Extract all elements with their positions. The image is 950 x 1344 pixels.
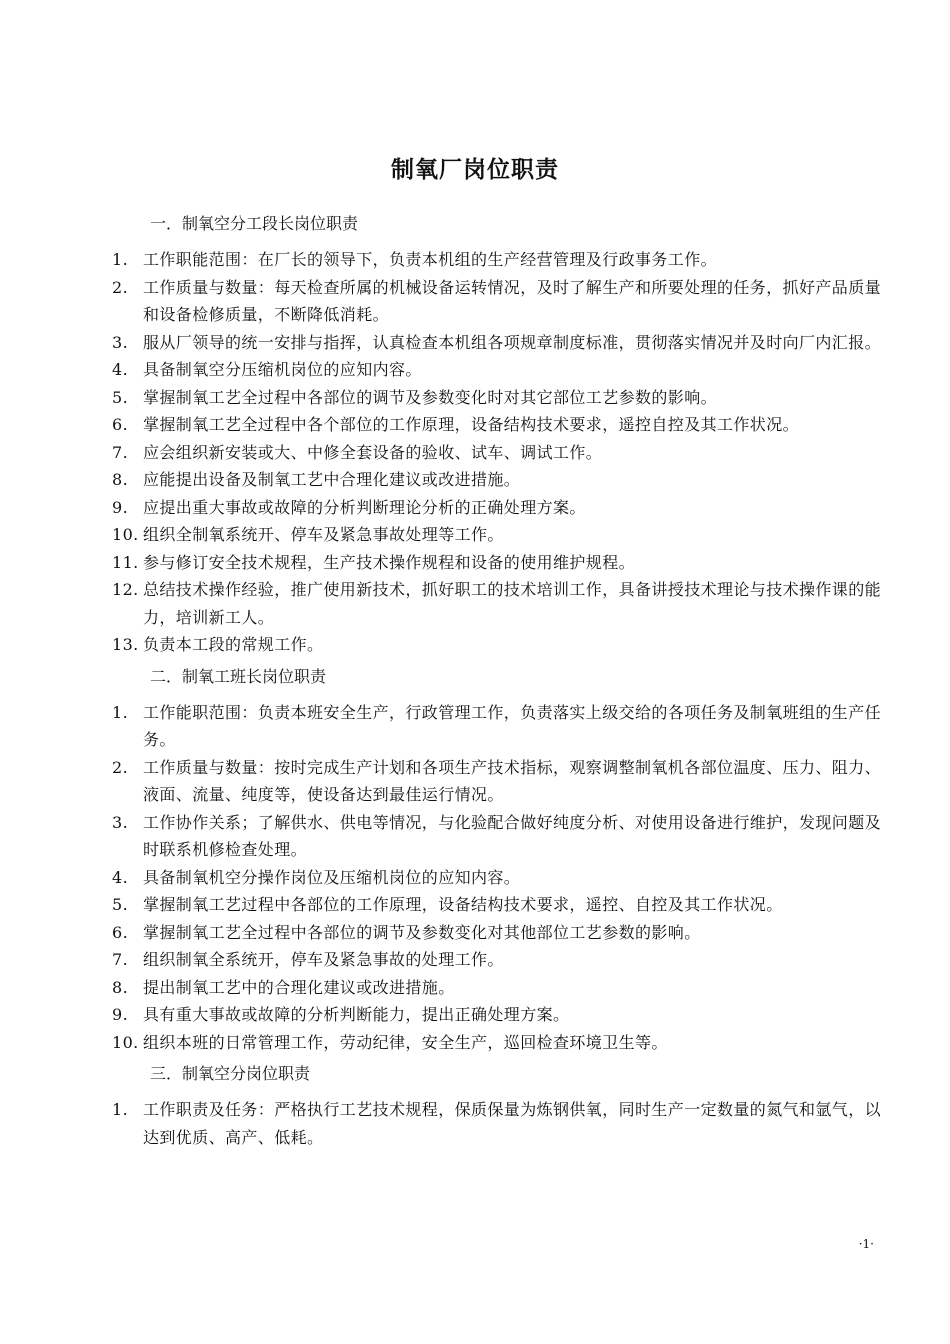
item-number: 7. <box>112 950 129 969</box>
list-item <box>112 1096 892 1151</box>
item-number: 12. <box>112 580 139 599</box>
section-heading: 一．制氧空分工段长岗位职责 <box>150 214 359 233</box>
item-text: 应提出重大事故或故障的分析判断理论分析的正确处理方案。 <box>143 497 586 517</box>
list-item <box>112 411 892 439</box>
item-text: 掌握制氧工艺全过程中各部位的调节及参数变化对其他部位工艺参数的影响。 <box>143 922 701 942</box>
item-number: 13. <box>112 635 139 654</box>
item-number: 11. <box>112 552 139 572</box>
item-number: 1. <box>112 1100 129 1119</box>
list-item <box>112 864 892 892</box>
section-heading: 二．制氧工班长岗位职责 <box>150 666 327 686</box>
item-number: 8. <box>112 470 129 489</box>
section-heading: 三．制氧空分岗位职责 <box>150 1064 311 1083</box>
item-number: 6. <box>112 415 129 434</box>
item-number: 5. <box>112 387 129 407</box>
list-item <box>112 891 892 919</box>
item-text: 组织本班的日常管理工作，劳动纪律，安全生产，巡回检查环境卫生等。 <box>143 1032 668 1052</box>
item-text: 具备制氧空分压缩机岗位的应知内容。 <box>143 360 422 379</box>
list-item <box>112 384 892 412</box>
item-number: 7. <box>112 442 129 462</box>
item-number: 4. <box>112 867 129 887</box>
item-number: 6. <box>112 922 129 942</box>
list-item <box>112 809 892 864</box>
item-number: 3. <box>112 812 129 832</box>
list-item <box>112 466 892 494</box>
list-item <box>112 329 892 357</box>
list-item <box>112 274 892 329</box>
item-text: 具有重大事故或故障的分析判断能力，提出正确处理方案。 <box>143 1005 570 1024</box>
list-item <box>112 521 892 549</box>
item-text: 掌握制氧工艺全过程中各部位的调节及参数变化时对其它部位工艺参数的影响。 <box>143 387 718 407</box>
section-1 <box>112 210 892 659</box>
document-body <box>112 210 892 1155</box>
item-text: 负责本工段的常规工作。 <box>143 635 324 654</box>
item-text: 工作能职范围：负责本班安全生产，行政管理工作，负责落实上级交给的各项任务及制氧班组的生产任务。 <box>143 702 882 749</box>
item-text: 具备制氧机空分操作岗位及压缩机岗位的应知内容。 <box>143 867 521 887</box>
list-item <box>112 946 892 974</box>
list-item <box>112 919 892 947</box>
item-text: 工作质量与数量：每天检查所属的机械设备运转情况，及时了解生产和所要处理的任务，抓好产品质量和设备检修质量，不断降低消耗。 <box>143 277 882 324</box>
item-number: 9. <box>112 497 129 517</box>
list-item <box>112 439 892 467</box>
item-number: 5. <box>112 895 129 914</box>
page-number: ·1· <box>858 1237 874 1251</box>
item-number: 1. <box>112 702 129 722</box>
list-item <box>112 576 892 631</box>
list-item <box>112 631 892 659</box>
item-text: 组织全制氧系统开、停车及紧急事故处理等工作。 <box>143 525 504 544</box>
list-item <box>112 699 892 754</box>
item-text: 服从厂领导的统一安排与指挥，认真检查本机组各项规章制度标准，贯彻落实情况并及时向厂内汇报。 <box>143 332 882 352</box>
list-item <box>112 1029 892 1057</box>
item-number: 10. <box>112 525 139 544</box>
item-text: 工作职能范围：在厂长的领导下，负责本机组的生产经营管理及行政事务工作。 <box>143 250 718 269</box>
list-item <box>112 356 892 384</box>
duty-list <box>112 246 892 659</box>
duty-list <box>112 699 892 1057</box>
item-number: 10. <box>112 1032 139 1052</box>
item-text: 掌握制氧工艺全过程中各个部位的工作原理，设备结构技术要求，遥控自控及其工作状况。 <box>143 415 800 434</box>
item-text: 工作质量与数量：按时完成生产计划和各项生产技术指标，观察调整制氧机各部位温度、压力、阻力、液面、流量、纯度等，使设备达到最佳运行情况。 <box>143 757 882 804</box>
document-title: 制氧厂岗位职责 <box>391 157 559 183</box>
list-item <box>112 246 892 274</box>
item-text: 应会组织新安装或大、中修全套设备的验收、试车、调试工作。 <box>143 442 603 462</box>
section-2 <box>112 663 892 1057</box>
item-number: 8. <box>112 977 129 997</box>
item-number: 1. <box>112 250 129 269</box>
item-number: 2. <box>112 757 129 777</box>
item-text: 参与修订安全技术规程，生产技术操作规程和设备的使用维护规程。 <box>143 552 636 572</box>
item-number: 3. <box>112 332 129 352</box>
item-text: 组织制氧全系统开，停车及紧急事故的处理工作。 <box>143 950 504 969</box>
item-text: 掌握制氧工艺过程中各部位的工作原理，设备结构技术要求，遥控、自控及其工作状况。 <box>143 895 783 914</box>
list-item <box>112 1001 892 1029</box>
item-text: 提出制氧工艺中的合理化建议或改进措施。 <box>143 977 455 997</box>
duty-list <box>112 1096 892 1151</box>
section-3 <box>112 1060 892 1151</box>
item-number: 9. <box>112 1005 129 1024</box>
list-item <box>112 494 892 522</box>
item-text: 工作协作关系；了解供水、供电等情况，与化验配合做好纯度分析、对使用设备进行维护，发现问题及时联系机修检查处理。 <box>143 812 882 859</box>
list-item <box>112 974 892 1002</box>
item-text: 应能提出设备及制氧工艺中合理化建议或改进措施。 <box>143 470 521 489</box>
item-number: 4. <box>112 360 129 379</box>
item-number: 2. <box>112 277 129 297</box>
item-text: 总结技术操作经验，推广使用新技术，抓好职工的技术培训工作，具备讲授技术理论与技术操作课的能力，培训新工人。 <box>143 580 882 627</box>
list-item <box>112 754 892 809</box>
item-text: 工作职责及任务：严格执行工艺技术规程，保质保量为炼钢供氧，同时生产一定数量的氮气和氩气，以达到优质、高产、低耗。 <box>143 1100 882 1147</box>
list-item <box>112 549 892 577</box>
